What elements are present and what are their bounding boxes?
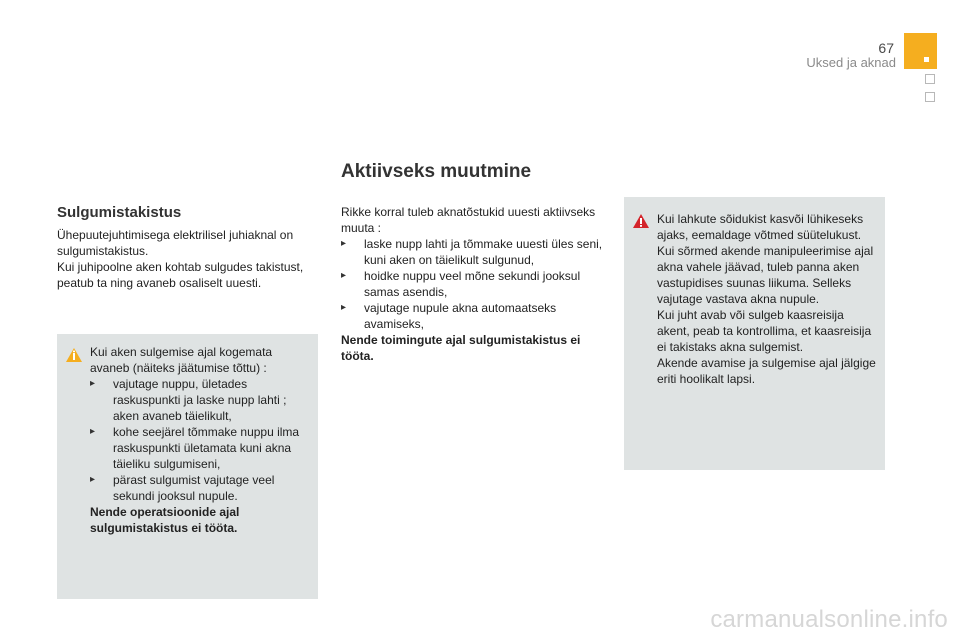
bullet-icon: ▸ [341,302,347,313]
list-item [90,376,312,424]
note: Nende operatsioonide ajal sulgumistakistus ei tööta. [90,505,240,535]
section-heading: Sulgumistakistus [57,204,182,221]
info-icon [65,347,83,363]
paragraph: Akende avamise ja sulgemise ajal jälgige eriti hoolikalt lapsi. [657,356,876,386]
bullet-icon: ▸ [341,238,347,249]
bullet-icon: ▸ [90,426,96,437]
warning-box-text [657,211,879,387]
list-item [341,268,603,300]
paragraph: Rikke korral tuleb aknatõstukid uuesti aktiivseks muuta : [341,205,596,235]
list-item-text: kohe seejärel tõmmake nuppu ilma raskuspunkti ületamata kuni akna täieliku sulgumiseni, [113,425,300,471]
list-item-text: laske nupp lahti ja tõmmake uuesti üles seni, kuni aken on täielikult sulgunud, [364,237,603,267]
bullet-icon: ▸ [90,378,96,389]
section-title: Uksed ja aknad [806,55,896,70]
info-box-text [90,344,312,536]
paragraph: Kui juhipoolne aken kohtab sulgudes takistust, peatub ta ning avaneb osaliselt uuesti. [57,260,304,290]
chapter-tab-active[interactable] [904,33,937,69]
list-item [90,424,312,472]
tab-marker-icon [924,57,929,62]
bullet-icon: ▸ [341,270,347,281]
paragraph: Kui lahkute sõidukist kasvõi lühikeseks ajaks, eemaldage võtmed süütelukust. [657,212,864,242]
chapter-tab[interactable] [925,92,935,102]
list-item-text: pärast sulgumist vajutage veel sekundi jooksul nupule. [113,473,275,503]
list-item-text: vajutage nupule akna automaatseks avamiseks, [364,301,557,331]
paragraph: Kui aken sulgemise ajal kogemata avaneb (näiteks jäätumise tõttu) : [90,345,273,375]
warning-icon [632,213,650,229]
paragraph: Kui sõrmed akende manipuleerimise ajal akna vahele jäävad, tuleb panna aken vastupidises suunas liikuma. Selleks vajutage vastava akna nupule. [657,244,874,306]
warning-box [624,197,885,470]
list-item [341,300,603,332]
list-item-text: hoidke nuppu veel mõne sekundi jooksul samas asendis, [364,269,581,299]
bullet-list [90,376,312,504]
bullet-list [341,236,603,332]
list-item [90,472,312,504]
chapter-tab[interactable] [925,74,935,84]
anti-pinch-text [57,227,319,291]
page-title: Aktiivseks muutmine [341,161,532,182]
paragraph: Ühepuutejuhtimisega elektrilisel juhiaknal on sulgumistakistus. [57,228,294,258]
info-box [57,334,318,599]
bullet-icon: ▸ [90,474,96,485]
activation-text [341,204,603,364]
page-number: 67 [878,40,894,56]
list-item-text: vajutage nuppu, ületades raskuspunkti ja laske nupp lahti ; aken avaneb täielikult, [113,377,287,423]
watermark: carmanualsonline.info [710,606,948,633]
list-item [341,236,603,268]
note: Nende toimingute ajal sulgumistakistus ei tööta. [341,333,581,363]
paragraph: Kui juht avab või sulgeb kaasreisija akent, peab ta kontrollima, et kaasreisija ei takistaks akna sulgemist. [657,308,872,354]
